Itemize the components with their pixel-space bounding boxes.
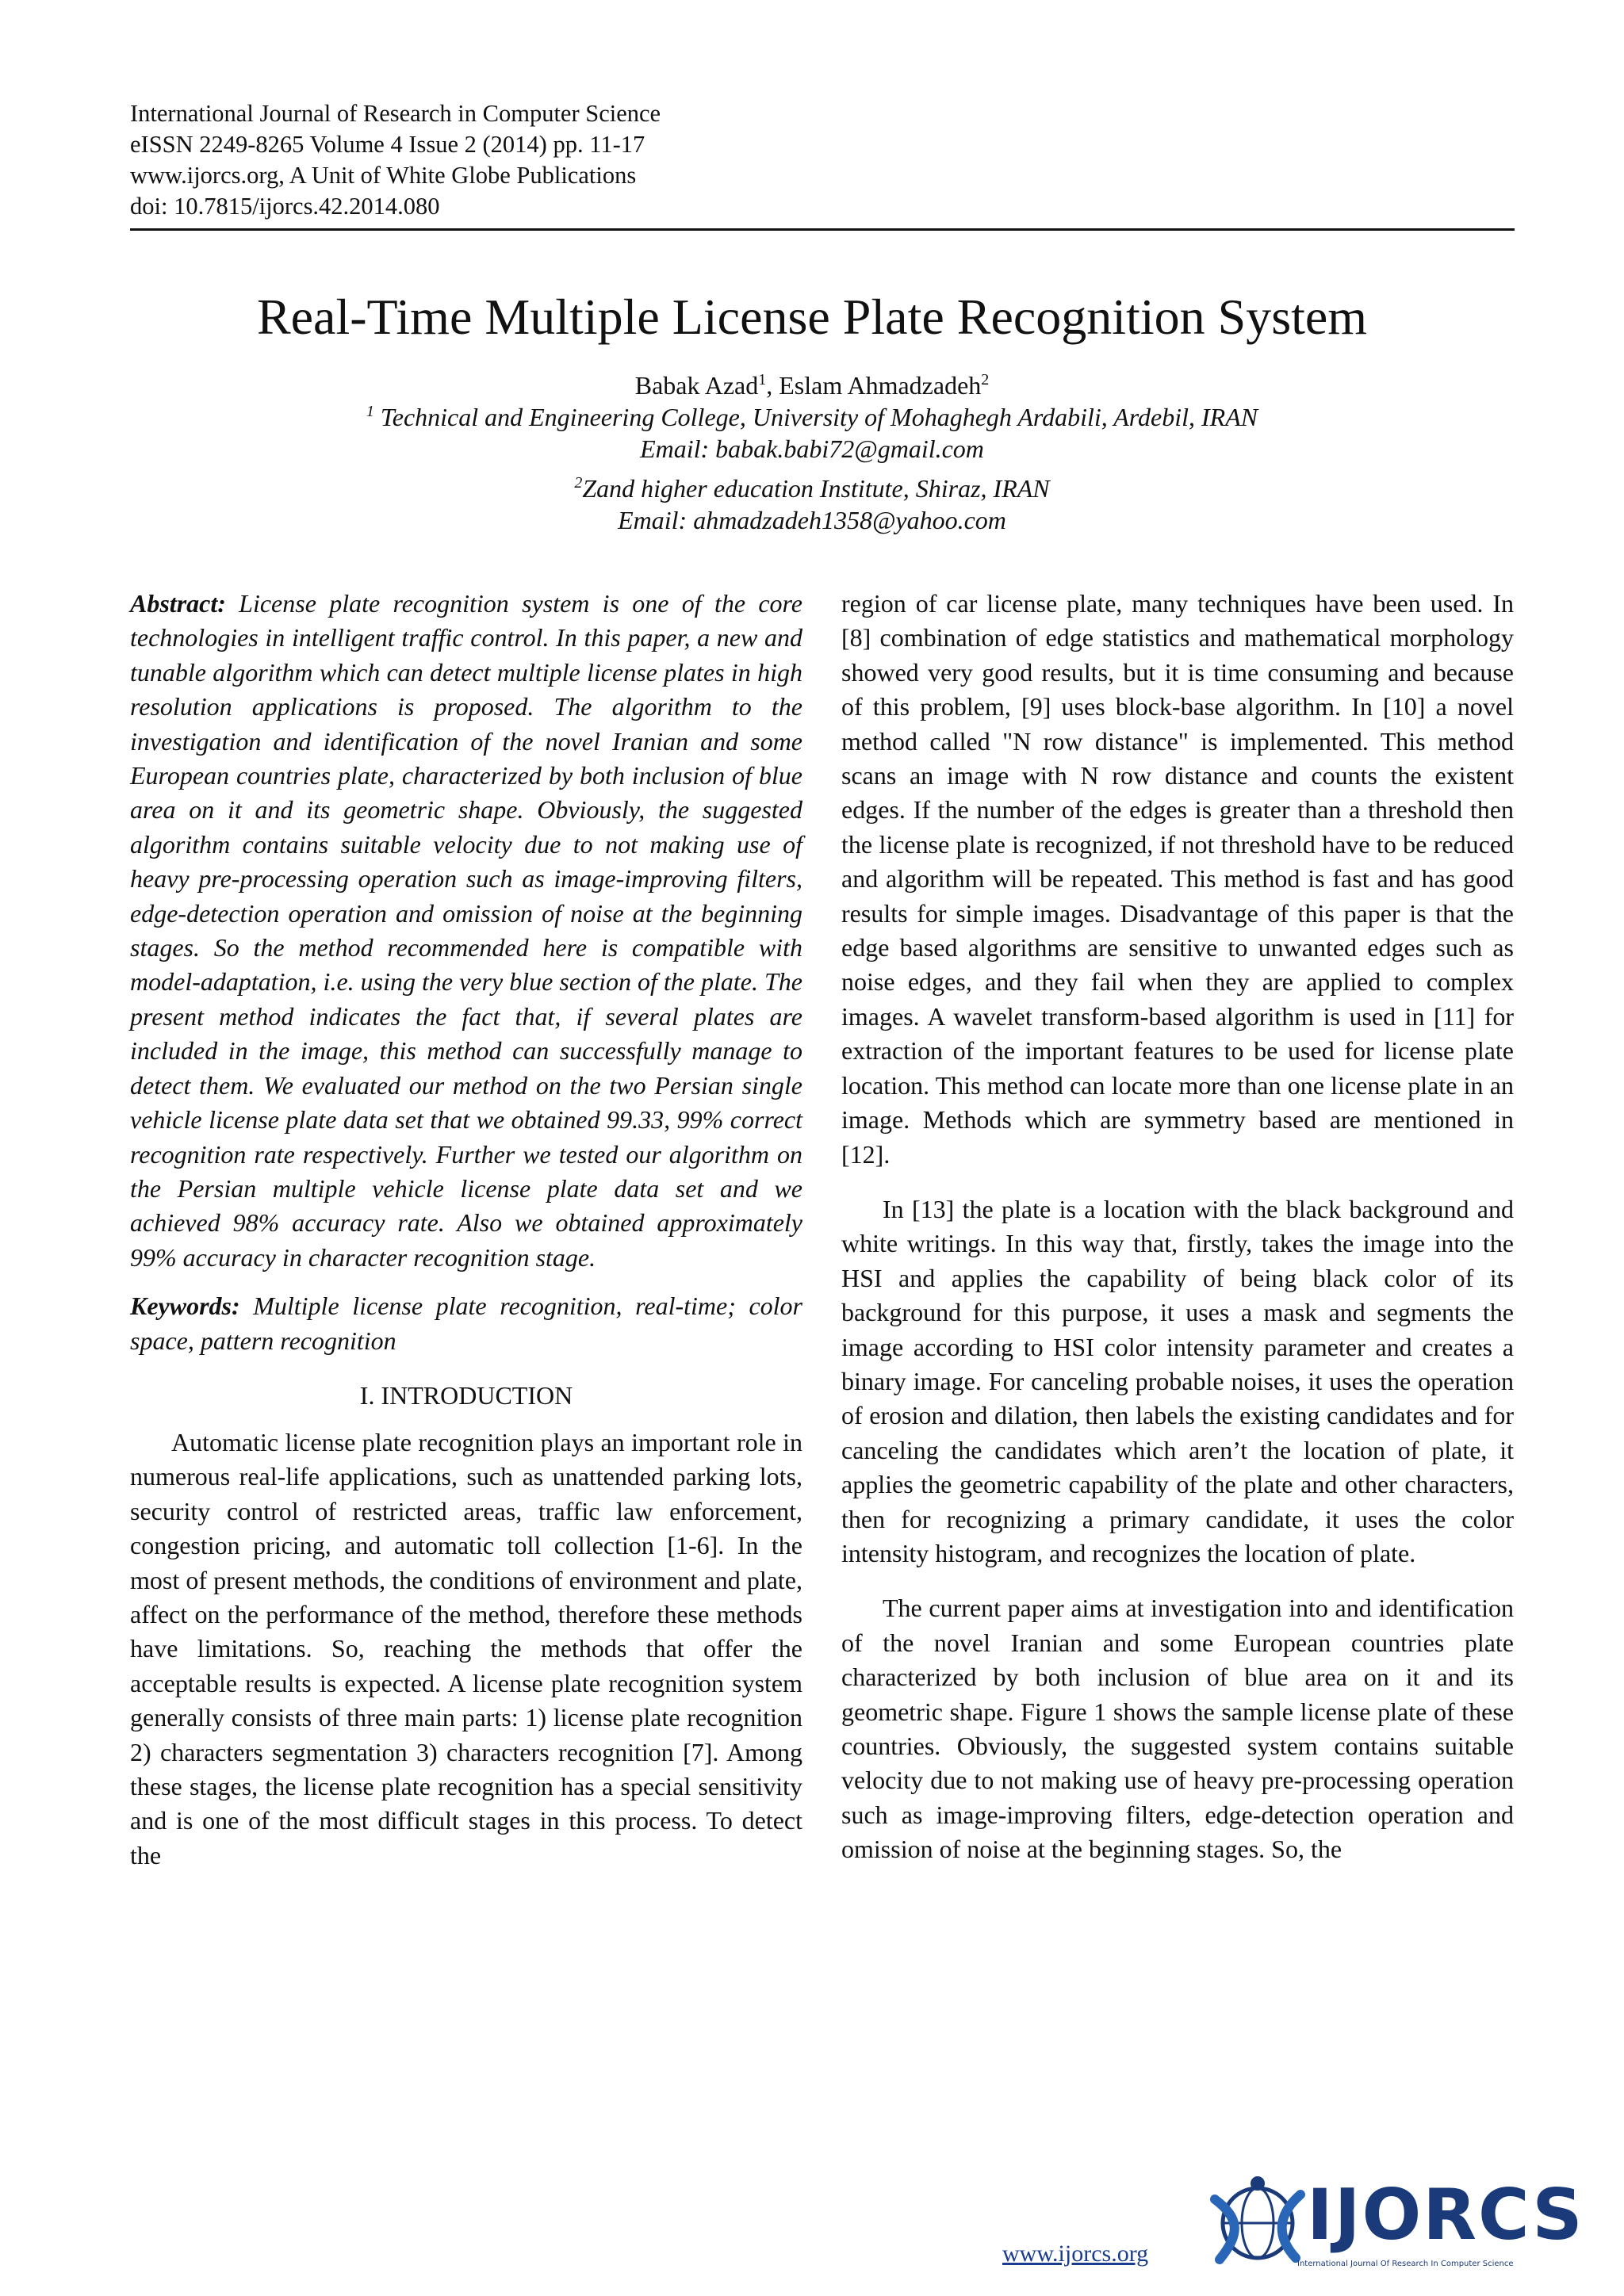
logo-wordmark: IJORCS <box>1307 2174 1584 2256</box>
publisher-line: www.ijorcs.org, A Unit of White Globe Publications <box>130 162 637 189</box>
email-1: Email: babak.babi72@gmail.com <box>640 434 984 463</box>
affiliation-1-sup: 1 <box>366 403 374 420</box>
author-2: Eslam Ahmadzadeh <box>779 371 982 400</box>
doi-line: doi: 10.7815/ijorcs.42.2014.080 <box>130 193 440 220</box>
journal-name: International Journal of Research in Computer Science <box>130 100 661 127</box>
section-heading-introduction: I. INTRODUCTION <box>359 1380 573 1410</box>
keywords-label: Keywords: <box>130 1292 240 1321</box>
left-column <box>130 587 802 1873</box>
journal-header <box>130 98 1518 222</box>
affiliation-2 <box>0 473 1624 504</box>
author-1-sup: 1 <box>758 371 767 388</box>
affiliation-1-text: Technical and Engineering College, University of Mohaghegh Ardabili, Ardebil, IRAN <box>373 403 1258 431</box>
footer-website-link[interactable]: www.ijorcs.org <box>1002 2241 1149 2267</box>
issn-line: eISSN 2249-8265 Volume 4 Issue 2 (2014) pp. 11-17 <box>130 131 645 158</box>
header-divider <box>130 228 1515 231</box>
right-column <box>841 587 1514 1867</box>
email-2: Email: ahmadzadeh1358@yahoo.com <box>618 506 1006 534</box>
affiliation-2-text: Zand higher education Institute, Shiraz, IRAN <box>582 474 1050 503</box>
abstract-label: Abstract: <box>130 589 226 618</box>
author-separator: , <box>766 371 779 400</box>
keywords-text: Multiple license plate recognition, real-time; color space, pattern recognition <box>130 1292 802 1355</box>
logo-globe-icon <box>1208 2171 1312 2274</box>
intro-paragraph-4: The current paper aims at investigation into and identification of the novel Iranian and some European countries plate characterized by both inclusion of blue area on it and its geometric shape. Figure 1 shows the sample license plate of these countries. Obviously, the suggested system contains suitable velocity due to not making use of heavy pre-processing operation such as image-improving filters, edge-detection operation and omission of noise at the beginning stages. So, the <box>841 1594 1514 1864</box>
abstract <box>130 587 802 1275</box>
abstract-text: License plate recognition system is one of the core technologies in intelligent traffic control. In this paper, a new and tunable algorithm which can detect multiple license plates in high resolution applications is proposed. The algorithm to the investigation and identification of the novel Iranian and some European countries plate, characterized by both inclusion of blue area on it and its geometric shape. Obviously, the suggested algorithm contains suitable velocity due to not making use of heavy pre-processing operation such as image-improving filters, edge-detection operation and omission of noise at the beginning stages. So the method recommended here is compatible with model-adaptation, i.e. using the very blue section of the plate. The present method indicates the fact that, if several plates are included in the image, this method can successfully manage to detect them. We evaluated our method on the two Persian single vehicle license plate data set that we obtained 99.33, 99% correct recognition rate respectively. Further we tested our algorithm on the Persian multiple vehicle license plate data set and we achieved 98% accuracy rate. Also we obtained approximately 99% accuracy in character recognition stage. <box>130 589 802 1272</box>
affiliation-2-sup: 2 <box>574 474 583 492</box>
affiliation-1 <box>0 401 1624 433</box>
keywords <box>130 1289 802 1358</box>
logo-tagline: International Journal Of Research In Computer Science <box>1297 2260 1514 2268</box>
author-2-sup: 2 <box>981 371 990 388</box>
ijorcs-logo <box>1208 2171 1584 2275</box>
author-1: Babak Azad <box>634 371 759 400</box>
author-line <box>0 369 1624 401</box>
intro-paragraph-3: In [13] the plate is a location with the black background and white writings. In this way that, firstly, takes the image into the HSI and applies the capability of being black color of its background for this purpose, it uses a mask and segments the image according to HSI color intensity parameter and creates a binary image. For canceling probable noises, it uses the operation of erosion and dilation, then labels the existing candidates and for canceling the candidates which aren’t the location of plate, it applies the geometric capability of the plate and other characters, then for recognizing a primary candidate, it uses the color intensity histogram, and recognizes the location of plate. <box>841 1194 1514 1567</box>
intro-paragraph-2: region of car license plate, many techniques have been used. In [8] combination of edge statistics and mathematical morphology showed very good results, but it is time consuming and because of this problem, [9] uses block-base algorithm. In [10] a novel method called "N row distance" is implemented. This method scans an image with N row distance and counts the existent edges. If the number of the edges is greater than a threshold then the license plate is recognized, if not threshold have to be reduced and algorithm will be repeated. This method is fast and has good results for simple images. Disadvantage of this paper is that the edge based algorithms are sensitive to unwanted edges such as noise edges, and they fail when they are applied to complex images. A wavelet transform-based algorithm is used in [11] for extraction of the important features to be used for license plate location. This method can locate more than one license plate in an image. Methods which are symmetry based are mentioned in [12]. <box>841 589 1514 1169</box>
paper-title: Real-Time Multiple License Plate Recognition System <box>256 289 1368 345</box>
intro-paragraph-1: Automatic license plate recognition plays an important role in numerous real-life applications, such as unattended parking lots, security control of restricted areas, traffic law enforcement, congestion pricing, and automatic toll collection [1-6]. In the most of present methods, the conditions of environment and plate, affect on the performance of the method, therefore these methods have limitations. So, reaching the methods that offer the acceptable results is expected. A license plate recognition system generally consists of three main parts: 1) license plate recognition 2) characters segmentation 3) characters recognition [7]. Among these stages, the license plate recognition has a special sensitivity and is one of the most difficult stages in this process. To detect the <box>130 1427 802 1869</box>
author-block <box>0 369 1624 536</box>
